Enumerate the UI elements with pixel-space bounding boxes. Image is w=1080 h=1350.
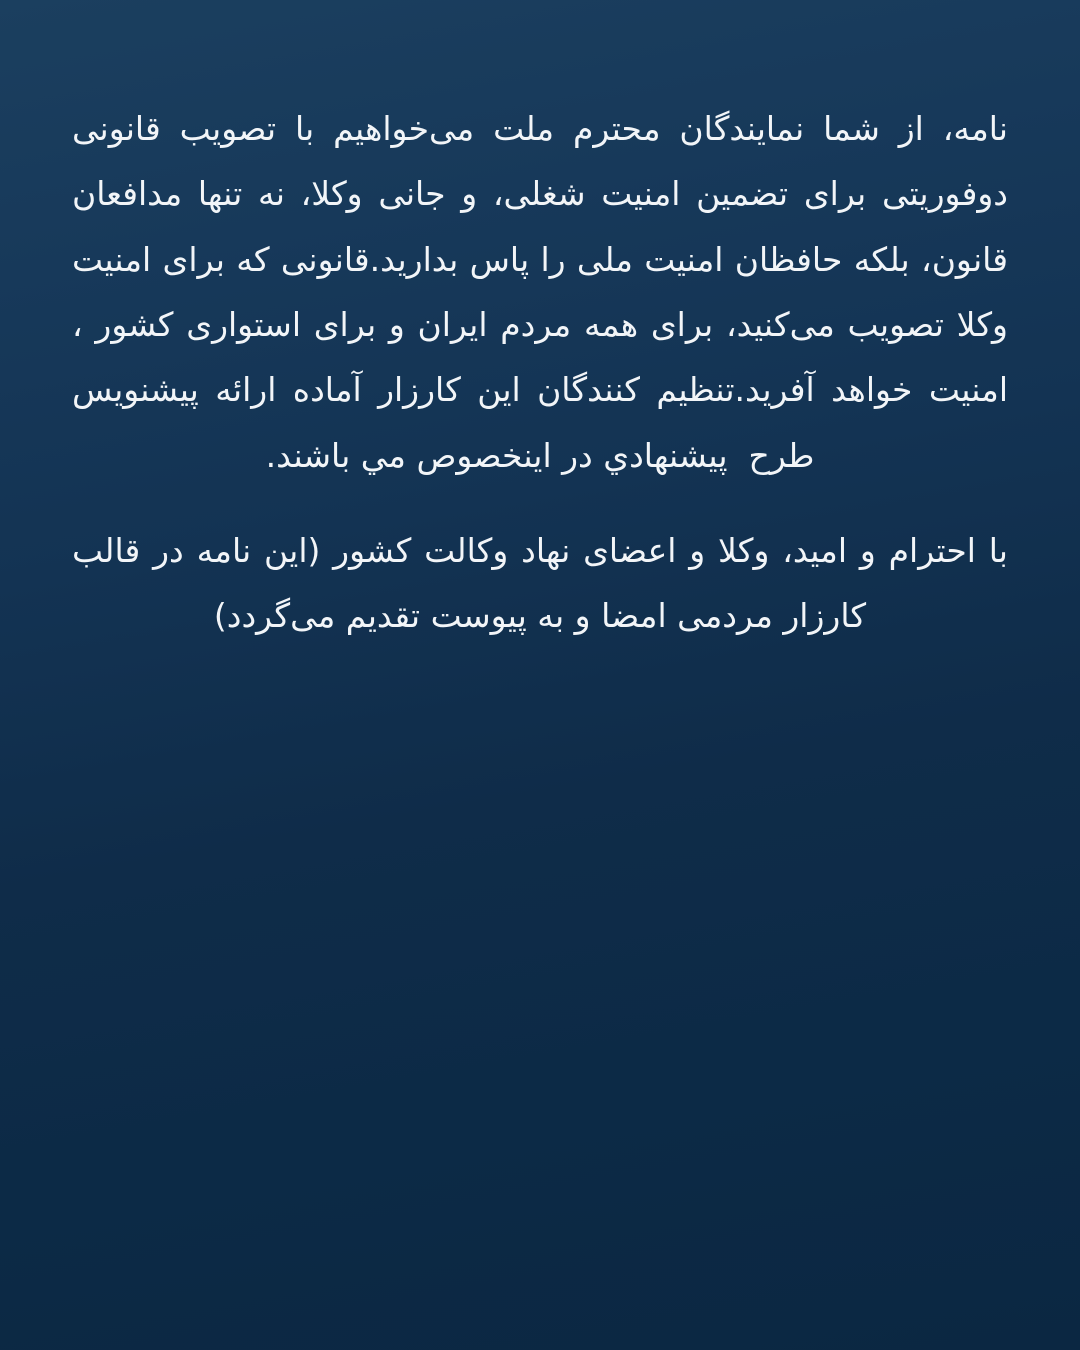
letter-body <box>61 96 1008 655</box>
paragraph-appeal: نامه، از شما نمایندگان محترم ملت می‌خواهیم با تصویب قانونی دوفوریتی برای تضمین امنیت شغلی، و جانی وکلا، نه تنها مدافعان قانون، بلکه حافظان امنیت ملی را پاس بدارید.قانونی که برای امنیت وکلا تصویب می‌کنید، برای همه مردم ایران و برای استواری کشور ، امنیت خواهد آفرید.تنظیم کنندگان این کارزار آماده ارائه پیشنویس طرح پیشنهادي در اینخصوص مي باشند. <box>61 109 1008 475</box>
paragraph-closing: با احترام و امید، وکلا و اعضای نهاد وکالت کشور (این نامه در قالب کارزار مردمی امضا و به پیوست تقدیم می‌گردد) <box>61 530 1008 636</box>
